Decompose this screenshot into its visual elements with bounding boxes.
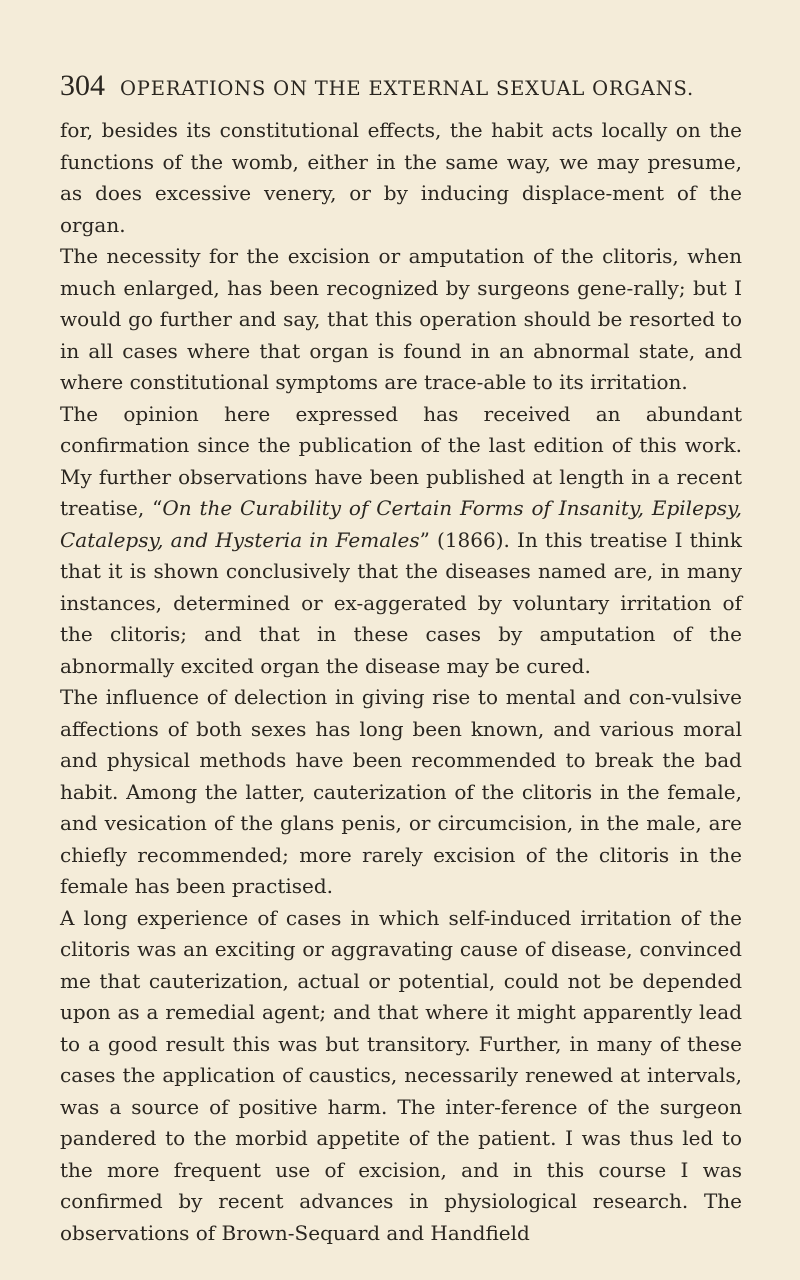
treatise-title: On the Curability of Certain Forms of Insanity, Epilepsy, Catalepsy, and Hysteria in Females <box>60 496 742 552</box>
paragraph-3-text-before: The opinion here expressed has received an abundant confirmation since the publication of the last edition of this work. My further observations have been published at length in a recent treatise, “ <box>60 401 742 520</box>
paragraph-1: for, besides its constitutional effects, the habit acts locally on the functions of the womb, either in the same way, we may presume, as does excessive venery, or by inducing displace-ment of the organ. <box>60 118 742 237</box>
paragraph-3-text-after: ” (1866). In this treatise I think that it is shown conclusively that the diseases named are, in many instances, determined or ex-aggerated by voluntary irritation of the clitoris; and that in these cases by amputation of the abnormally excited organ the disease may be cured. <box>60 527 742 678</box>
paragraph-2: The necessity for the excision or amputation of the clitoris, when much enlarged, has been recognized by surgeons gene-rally; but I would go further and say, that this operation should be resorted to in all cases where that organ is found in an abnormal state, and where constitutional symptoms are trace-able to its irritation. <box>60 244 742 394</box>
page-header <box>60 66 740 106</box>
paragraph-3 <box>60 399 742 683</box>
running-head: OPERATIONS ON THE EXTERNAL SEXUAL ORGANS. <box>120 77 694 100</box>
paragraph-5: A long experience of cases in which self-induced irritation of the clitoris was an exciting or aggravating cause of disease, convinced me that cauterization, actual or potential, could not be depended upon as a remedial agent; and that where it might apparently lead to a good result this was but transitory. Further, in many of these cases the application of caustics, necessarily renewed at intervals, was a source of positive harm. The inter-ference of the surgeon pandered to the morbid appetite of the patient. I was thus led to the more frequent use of excision, and in this course I was confirmed by recent advances in physiological research. The observations of Brown-Sequard and Handfield <box>60 905 742 1245</box>
page-number: 304 <box>60 69 105 102</box>
paragraph-4: The influence of delection in giving rise to mental and con-vulsive affections of both sexes has long been known, and various moral and physical methods have been recommended to break the bad habit. Among the latter, cauterization of the clitoris in the female, and vesication of the glans penis, or circumcision, in the male, are chiefly recommended; more rarely excision of the clitoris in the female has been practised. <box>60 685 742 898</box>
body-text <box>60 115 742 1249</box>
